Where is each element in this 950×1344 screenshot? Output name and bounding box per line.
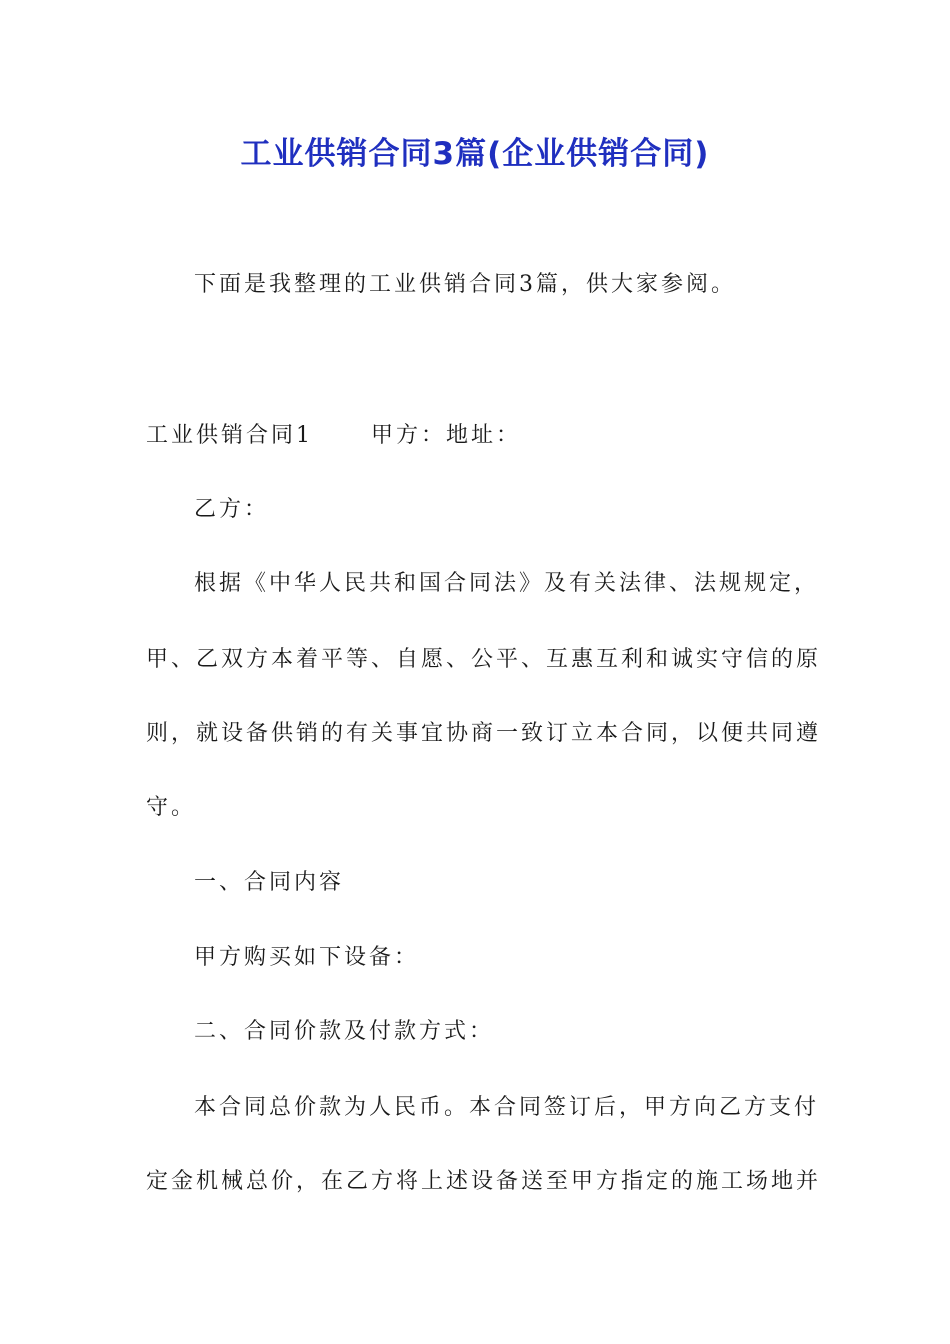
section-body: 甲方购买如下设备：: [194, 945, 420, 970]
section-heading: 一、合同内容: [194, 870, 345, 895]
basis-line: 根据《中华人民共和国合同法》及有关法律、法规规定，: [194, 571, 820, 596]
basis-line: 甲、乙双方本着平等、自愿、公平、互惠互利和诚实守信的原: [146, 647, 822, 672]
contract-header-line: [146, 421, 806, 451]
document-title: 工业供销合同3篇(企业供销合同): [240, 136, 710, 172]
basis-line: 守。: [146, 795, 197, 820]
section-body-line: 定金机械总价，在乙方将上述设备送至甲方指定的施工场地并: [146, 1169, 822, 1194]
section-body-line: 本合同总价款为人民币。本合同签订后，甲方向乙方支付: [194, 1095, 820, 1120]
section-heading: 二、合同价款及付款方式：: [194, 1019, 495, 1044]
basis-line: 则，就设备供销的有关事宜协商一致订立本合同，以便共同遵: [146, 721, 822, 746]
party-b-field: 乙方：: [194, 497, 270, 522]
intro-paragraph: 下面是我整理的工业供销合同3篇，供大家参阅。: [194, 272, 736, 297]
contract-heading: 工业供销合同1: [146, 423, 313, 448]
party-a-field: 甲方：地址：: [371, 423, 522, 448]
